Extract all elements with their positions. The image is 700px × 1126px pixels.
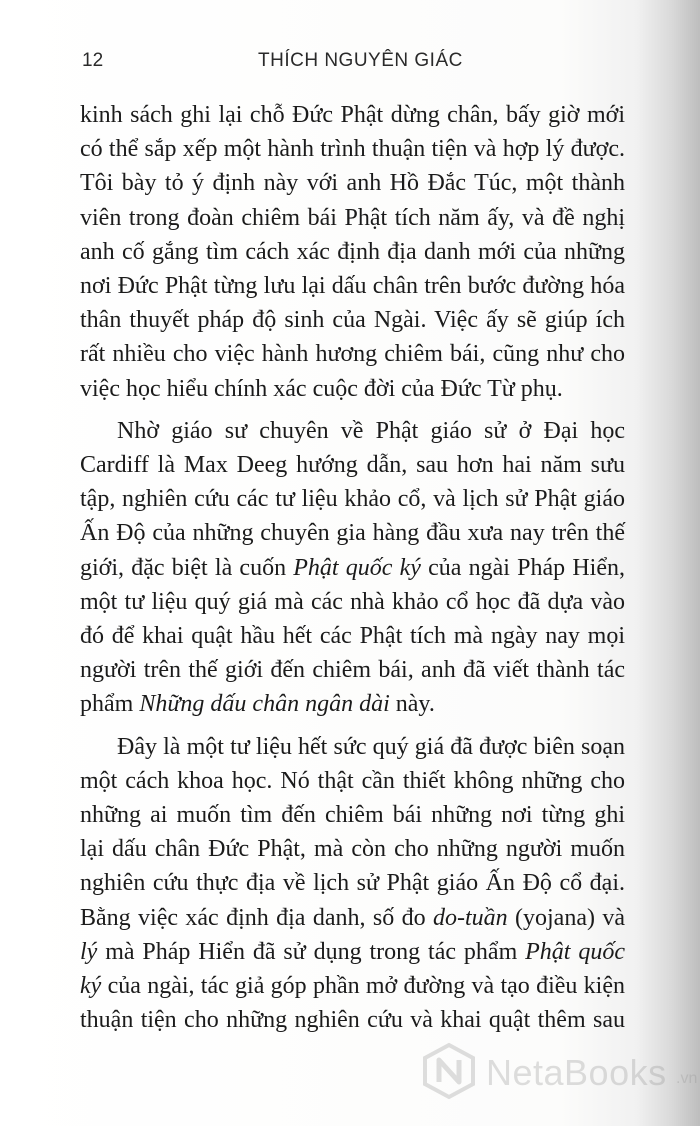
- text-line: nơi Đức Phật từng lưu lại dấu chân trên bước đường hóa: [80, 273, 625, 300]
- running-head: [72, 48, 632, 78]
- text-run: giới, đặc biệt là cuốn: [80, 554, 294, 581]
- paragraph-2: [80, 414, 625, 722]
- text-line: một cách khoa học. Nó thật cần thiết không những cho: [80, 767, 625, 794]
- text-line: thân thuyết pháp độ sinh của Ngài. Việc ấy sẽ giúp ích: [80, 307, 625, 334]
- text-line: [80, 687, 625, 721]
- text-run: mà Pháp Hiển đã sử dụng trong tác phẩm: [97, 938, 526, 965]
- text-line: Đây là một tư liệu hết sức quý giá đã được biên soạn: [117, 733, 625, 760]
- text-line: thuận tiện cho những nghiên cứu và khai quật thêm sau: [80, 1007, 625, 1034]
- text-run: Bằng việc xác định địa danh, số đo: [80, 904, 433, 931]
- text-run: của ngài, tác giả góp phần mở đường và tạo điều kiện: [101, 973, 625, 1000]
- text-run: của ngài Pháp Hiển,: [420, 554, 625, 581]
- text-line: Ấn Độ của những chuyên gia hàng đầu xưa nay trên thế: [80, 520, 625, 547]
- text-line: Tôi bày tỏ ý định này với anh Hồ Đắc Túc, một thành: [80, 170, 625, 197]
- netabooks-logo-icon: [420, 1042, 478, 1100]
- term-ly: lý: [80, 938, 98, 965]
- text-run: phẩm: [80, 691, 140, 718]
- paragraph-1: [80, 98, 625, 406]
- paragraph-3: [80, 730, 625, 1038]
- text-line: anh cố gắng tìm cách xác định địa danh mới của những: [80, 238, 625, 265]
- text-line: kinh sách ghi lại chỗ Đức Phật dừng chân, bấy giờ mới: [80, 102, 625, 128]
- text-line: một tư liệu quý giá mà các nhà khảo cổ học đã dựa vào: [80, 588, 625, 615]
- text-line: người trên thế giới đến chiêm bái, anh đã viết thành tác: [80, 657, 625, 684]
- text-line: tập, nghiên cứu các tư liệu khảo cổ, và lịch sử Phật giáo: [80, 486, 625, 513]
- text-line: lại dấu chân Đức Phật, mà còn cho những người muốn: [80, 836, 625, 863]
- body-text: [80, 98, 625, 1037]
- text-line: những ai muốn tìm đến chiêm bái những nơi từng ghi: [80, 802, 625, 829]
- watermark-brand: NetaBooks: [486, 1052, 667, 1093]
- text-run: (yojana) và: [507, 904, 626, 931]
- text-line: đó để khai quật hầu hết các Phật tích mà ngày nay mọi: [80, 623, 625, 650]
- book-title-ky: ký: [80, 973, 102, 1000]
- text-line: nghiên cứu thực địa về lịch sử Phật giáo Ấn Độ cổ đại.: [80, 870, 625, 897]
- running-title: THÍCH NGUYÊN GIÁC: [258, 50, 463, 71]
- text-line: [80, 901, 625, 935]
- book-title-nhung-dau-chan: Những dấu chân ngân dài: [139, 691, 390, 718]
- text-line: Cardiff là Max Deeg hướng dẫn, sau hơn hai năm sưu: [80, 452, 625, 479]
- text-line: viên trong đoàn chiêm bái Phật tích năm ấy, và đề nghị: [80, 204, 625, 231]
- text-line: [80, 935, 625, 969]
- text-line: [80, 551, 625, 585]
- page-number: 12: [82, 50, 104, 71]
- text-run: này.: [389, 691, 435, 718]
- text-line: việc học hiểu chính xác cuộc đời của Đức Từ phụ.: [80, 375, 563, 402]
- text-line: Nhờ giáo sư chuyên về Phật giáo sử ở Đại học: [117, 417, 625, 444]
- watermark-suffix: .vn: [676, 1070, 698, 1087]
- netabooks-watermark: [420, 1038, 700, 1108]
- term-do-tuan: do-tuần: [432, 904, 508, 931]
- text-line: [80, 969, 625, 1003]
- text-line: rất nhiều cho việc hành hương chiêm bái, cũng như cho: [80, 341, 625, 368]
- text-line: có thể sắp xếp một hành trình thuận tiện và hợp lý được.: [80, 136, 625, 163]
- book-title-phat-quoc: Phật quốc: [525, 938, 625, 965]
- book-title-phat-quoc-ky: Phật quốc ký: [293, 554, 421, 581]
